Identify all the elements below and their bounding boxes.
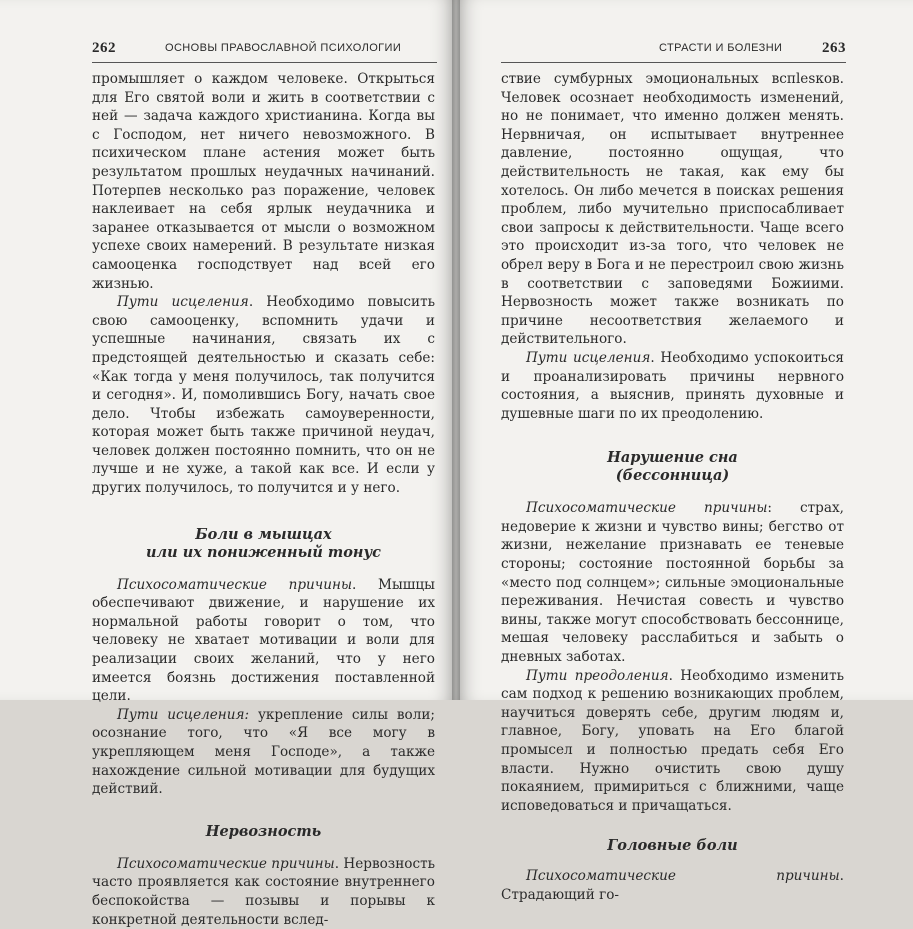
right-page-header: [501, 40, 846, 63]
paragraph: [501, 867, 844, 904]
right-page-text: [501, 70, 844, 905]
paragraph: [92, 706, 435, 799]
paragraph: [92, 576, 435, 706]
italic-lead: Психосоматические причины: [117, 855, 335, 872]
italic-lead: Психосоматические причины: [526, 868, 840, 885]
paragraph-text: . Страдающий го-: [501, 868, 844, 903]
paragraph-text: : страх, недоверие к жизни и чувство вины; бегство от жизни, нежелание признавать ее теневые стороны; состояние постоянной борьбы за «место под солнцем»; сильные эмоциональные переживания. Нечистая совесть и чувство вины, также могут способствовать бессоннице, мешая человеку расслабиться и забыть о дневных заботах.: [501, 500, 844, 666]
book-gutter: [452, 0, 460, 700]
italic-lead: Психосоматические причины: [526, 500, 768, 517]
italic-lead: Психосоматические причины: [117, 576, 353, 593]
paragraph-text: . Необходимо повысить свою самооценку, вспомнить удачи и успешные начинания, связать их с предстоящей деятельностью и сказать себе: «Как тогда у меня получилось, так получится и сегодня». И, помолившись Богу, начать свое дело. Чтобы избежать самоуверенности, которая может быть также причиной неудач, человек должен постоянно помнить, что он не лучше и не хуже, а такой как все. И если у других получилось, то получится и у него.: [92, 294, 435, 497]
paragraph: [92, 855, 435, 929]
right-page: [456, 0, 913, 903]
paragraph: промышляет о каждом человеке. Открыться для Его святой воли и жить в соответствии с ней — задача каждого христианина. Когда вы с Господом, нет ничего невозможного. В психическом плане астения может быть результатом прошлых неудачных начинаний. Потерпев несколько раз поражение, человек наклеивает на себя ярлык неудачника и заранее отказывается от мысли о возможном успехе своих намерений. В результате низкая самооценка господствует над всей его жизнью.: [92, 71, 435, 292]
heading-line: (бессонница): [615, 467, 730, 485]
running-title: СТРАСТИ И БОЛЕЗНИ: [659, 42, 783, 54]
paragraph: ствие сумбурных эмоциональных вспlesков. Человек осознает необходимость изменений, но не понимает, что именно должен менять. Нервничая, он испытывает внутреннее давление, постоянно ощущая, что действительность не такая, как ему бы хотелось. Он либо мечется в поисках решения проблем, либо мучительно приспосабливает свои запросы к действительности. Чаще всего это происходит из-за того, что человек не обрел веру в Бога и не перестроил свою жизнь в соответствии с заповедями Божиими. Нервозность может также возникать по причине несоответствия желаемого и действительного.: [501, 71, 844, 348]
left-page-text: [92, 70, 435, 929]
heading-line: или их пониженный тонус: [145, 543, 382, 561]
heading-line: Нарушение сна: [607, 449, 738, 467]
section-heading: [501, 449, 844, 485]
italic-lead: Пути исцеления: [526, 349, 651, 366]
paragraph: [92, 293, 435, 498]
paragraph: [501, 499, 844, 666]
heading-line: Боли в мышцах: [195, 525, 332, 543]
paragraph-text: . Необходимо изменить сам подход к решению возникающих проблем, научиться доверять себе, другим людям и, главное, Богу, уповать на Его благой промысел и полностью предать себя Его власти. Нужно очистить свою душу покаянием, примириться с ближними, чаще исповедоваться и причащаться.: [501, 667, 845, 814]
paragraph: [501, 349, 844, 423]
italic-lead: Пути исцеления: [117, 294, 249, 311]
page-number: 263: [822, 40, 846, 56]
italic-lead: Пути преодоления: [526, 667, 669, 684]
section-heading: Головные боли: [607, 837, 738, 855]
page-number: 262: [92, 40, 116, 56]
section-heading: [92, 526, 435, 562]
paragraph-text: укрепление силы воли; осознание того, что «Я все могу в укрепляющем меня Господе», а также нахождение сильной мотивации для будущих действий.: [92, 706, 435, 798]
running-title: ОСНОВЫ ПРАВОСЛАВНОЙ ПСИХОЛОГИИ: [165, 42, 402, 54]
paragraph-text: . Необходимо успокоиться и проанализировать причины нервного состояния, а выяснив, принять духовные и душевные шаги по их преодолению.: [501, 349, 845, 422]
paragraph-text: . Мышцы обеспечивают движение, и нарушение их нормальной работы говорит о том, что человеку не хватает мотивации и воли для реализации своих желаний, что у него имеется боязнь достижения поставленной цели.: [92, 576, 435, 705]
italic-lead: Пути исцеления:: [117, 706, 250, 723]
paragraph: [501, 667, 844, 816]
section-heading: Нервозность: [205, 822, 322, 840]
left-page: [0, 0, 456, 928]
left-page-header: [92, 40, 437, 63]
paragraph-text: . Нервозность часто проявляется как состояние внутреннего беспокойства — позывы и порывы к конкретной деятельности вслед-: [92, 855, 435, 928]
